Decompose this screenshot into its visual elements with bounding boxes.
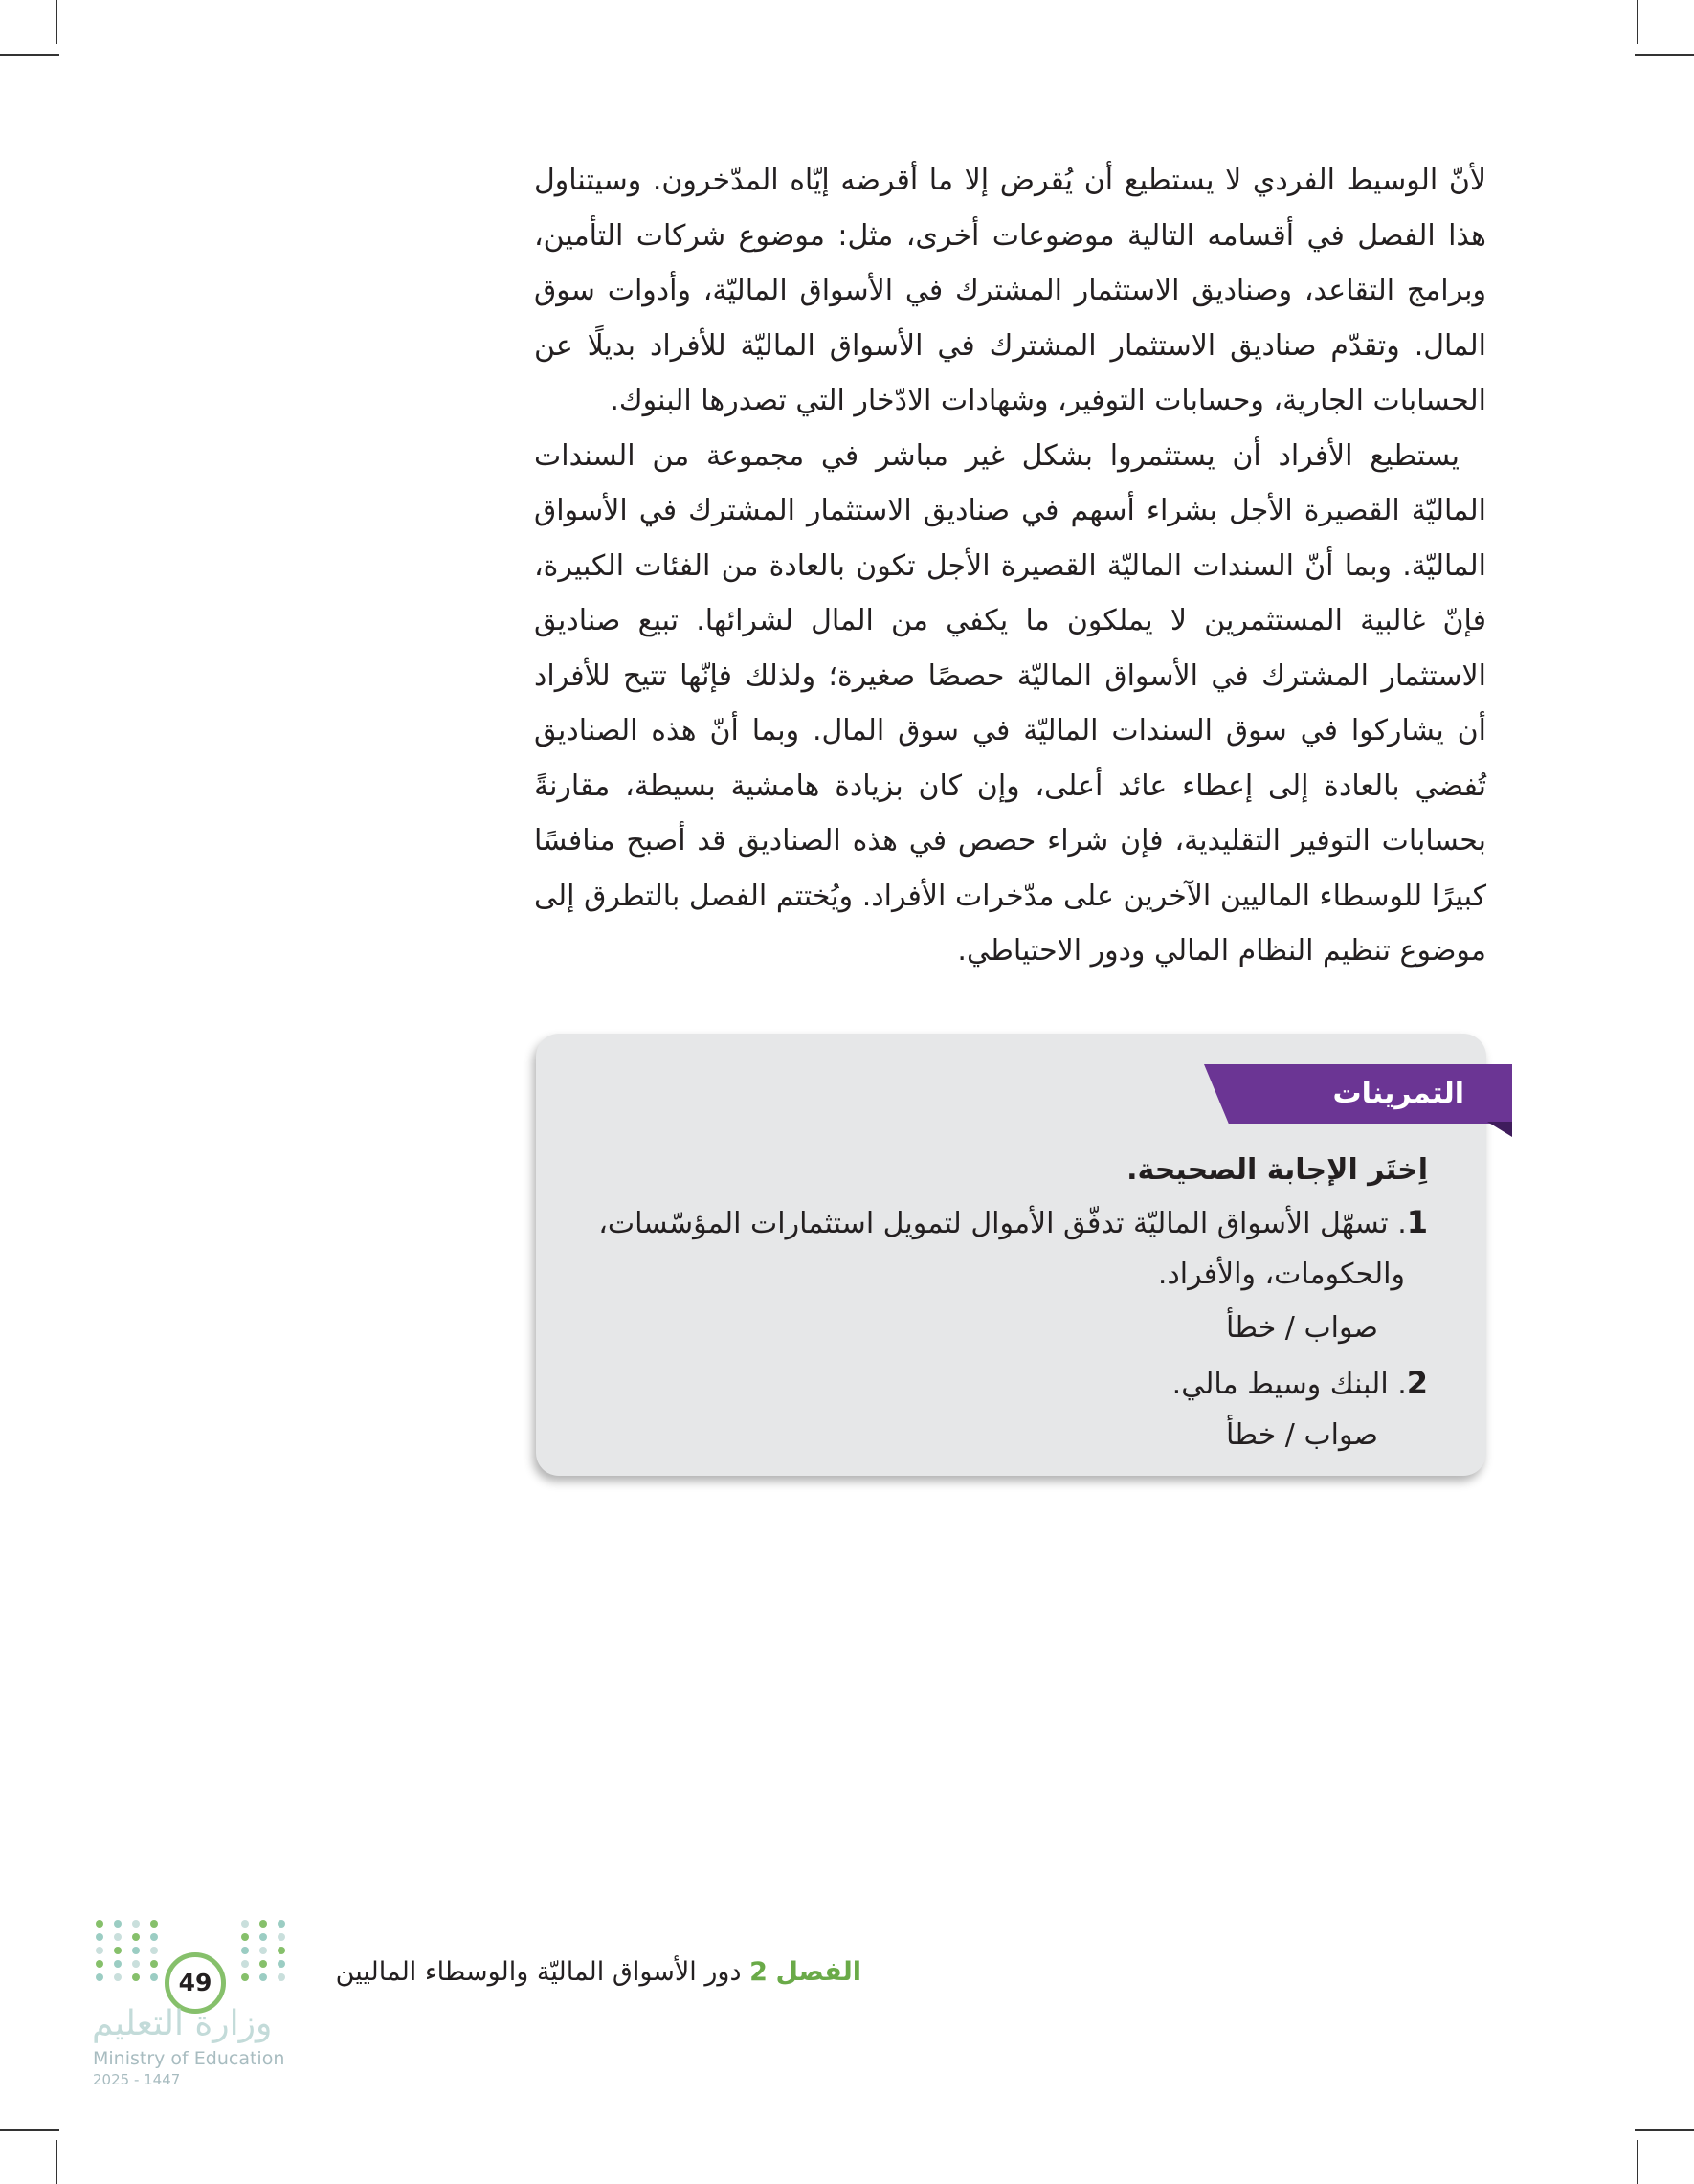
logo-dot (96, 1960, 103, 1968)
logo-dot (114, 1973, 122, 1981)
crop-mark (0, 2129, 59, 2131)
crop-mark (1635, 54, 1694, 56)
paragraph: يستطيع الأفراد أن يستثمروا بشكل غير مباشر في مجموعة من السندات الماليّة القصيرة الأجل بشراء أسهم في صناديق الاستثمار المشترك في الأسواق الماليّة. وبما أنّ السندات الماليّة القصيرة الأجل تكون بالعادة من الفئات الكبيرة، فإنّ غالبية المستثمرين لا يملكون ما يكفي من المال لشرائها. تبيع صناديق الاستثمار المشترك في الأسواق الماليّة حصصًا صغيرة؛ ولذلك فإنّها تتيح للأفراد أن يشاركوا في سوق السندات الماليّة في سوق المال. وبما أنّ هذه الصناديق تُفضي بالعادة إلى إعطاء عائد أعلى، وإن كان بزيادة هامشية بسيطة، مقارنةً بحسابات التوفير التقليدية، فإن شراء حصص في هذه الصناديق قد أصبح منافسًا كبيرًا للوسطاء الماليين الآخرين على مدّخرات الأفراد. ويُختتم الفصل بالتطرق إلى موضوع تنظيم النظام المالي ودور الاحتياطي. (534, 438, 1486, 968)
logo-dot (96, 1920, 103, 1928)
logo-dot (241, 1947, 249, 1954)
logo-dot (278, 1920, 285, 1928)
crop-mark (56, 0, 57, 44)
crop-mark (56, 2140, 57, 2184)
exercise-question: . البنك وسيط مالي. (1171, 1368, 1407, 1401)
logo-dot (241, 1933, 249, 1941)
crop-mark (0, 54, 59, 56)
logo-dot (96, 1973, 103, 1981)
exercise-number: 1 (1406, 1204, 1428, 1240)
ministry-logo-arabic: وزارة التعليم (92, 2004, 273, 2043)
logo-dot (114, 1933, 122, 1941)
exercise-item (598, 1203, 1428, 1243)
logo-dot (259, 1933, 267, 1941)
ministry-logo-english: Ministry of Education (93, 2048, 285, 2069)
exercises-title: التمرينات (1332, 1077, 1464, 1110)
logo-dot (150, 1947, 158, 1954)
logo-dot (132, 1920, 140, 1928)
logo-dot (278, 1973, 285, 1981)
logo-dot (278, 1960, 285, 1968)
logo-dot (132, 1933, 140, 1941)
logo-dot (150, 1960, 158, 1968)
exercise-number: 2 (1406, 1365, 1428, 1401)
logo-dot (114, 1947, 122, 1954)
crop-mark (1637, 0, 1638, 44)
page-number: 49 (165, 1952, 226, 2014)
logo-dot (259, 1973, 267, 1981)
logo-dot (96, 1947, 103, 1954)
logo-dot (114, 1960, 122, 1968)
edition-year: 2025 - 1447 (93, 2071, 181, 2088)
logo-dot (241, 1960, 249, 1968)
logo-dot (114, 1920, 122, 1928)
body-text (534, 153, 1486, 979)
exercises-instruction: اِختَر الإجابة الصحيحة. (1126, 1153, 1428, 1187)
logo-dot (259, 1947, 267, 1954)
logo-dot (132, 1947, 140, 1954)
exercises-tab-fold (1487, 1122, 1512, 1137)
logo-dot (241, 1973, 249, 1981)
exercise-question-continued: والحكومات، والأفراد. (1157, 1258, 1405, 1291)
chapter-label: الفصل (775, 1957, 861, 1987)
exercise-item (1172, 1364, 1428, 1404)
logo-dot (150, 1933, 158, 1941)
logo-dot (150, 1973, 158, 1981)
logo-dot (96, 1933, 103, 1941)
chapter-title: دور الأسواق الماليّة والوسطاء الماليين (335, 1957, 742, 1987)
chapter-number: 2 (749, 1957, 768, 1987)
logo-dot (241, 1920, 249, 1928)
logo-dot (132, 1960, 140, 1968)
exercise-answer-options: صواب / خطأ (1225, 1311, 1378, 1345)
paragraph: لأنّ الوسيط الفردي لا يستطيع أن يُقرض إلا ما أقرضه إيّاه المدّخرون. وسيتناول هذا الفصل في أقسامه التالية موضوعات أخرى، مثل: موضوع شركات التأمين، وبرامج التقاعد، وصناديق الاستثمار المشترك في الأسواق الماليّة، وأدوات سوق المال. وتقدّم صناديق الاستثمار المشترك في الأسواق الماليّة للأفراد بديلًا عن الحسابات الجارية، وحسابات التوفير، وشهادات الادّخار التي تصدرها البنوك. (534, 164, 1486, 417)
logo-dot (132, 1973, 140, 1981)
exercise-question: . تسهّل الأسواق الماليّة تدفّق الأموال لتمويل استثمارات المؤسّسات، (598, 1207, 1407, 1240)
exercise-answer-options: صواب / خطأ (1225, 1418, 1378, 1452)
logo-dot (278, 1933, 285, 1941)
crop-mark (1635, 2129, 1694, 2131)
logo-dot (259, 1920, 267, 1928)
logo-dot (278, 1947, 285, 1954)
logo-dot (150, 1920, 158, 1928)
crop-mark (1637, 2140, 1638, 2184)
footer-chapter-title (287, 1957, 861, 1987)
logo-dot (259, 1960, 267, 1968)
